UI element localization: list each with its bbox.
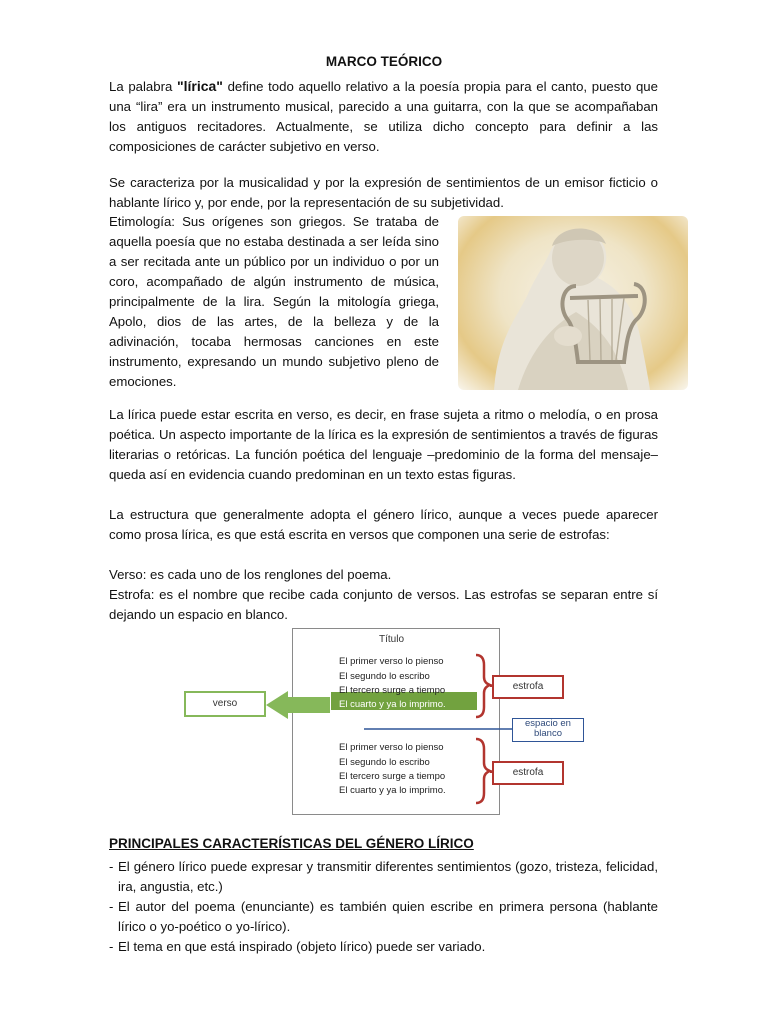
bullet-marker: - [109,899,114,914]
stanza1-line-2: El segundo lo escribo [339,671,430,682]
stanza2-line-2: El segundo lo escribo [339,757,430,768]
lyre-statue-icon [458,216,688,390]
stanza1-line-4: El cuarto y ya lo imprimo. [339,699,446,710]
espacio-label-box [512,718,584,742]
estrofa-label-box-2: estrofa [492,761,564,785]
page-title: MARCO TEÓRICO [325,54,443,69]
paragraph-caracteristicas: Se caracteriza por la musicalidad y por la expresión de sentimientos de un emisor ficticio o hablante lírico y, por ende, por la representación de su subjetividad. [109,175,658,210]
paragraph-verso-prosa: La lírica puede estar escrita en verso, es decir, en frase sujeta a ritmo o melodía, o en prosa poética. Un aspecto importante de la lírica es la expresión de sentimientos a través de figuras literarias o retóricas. La función poética del lenguaje –predominio de la forma del mensaje– queda así en evidencia cuando predominan en un texto estas figuras. [109,407,658,482]
list-item [109,937,658,957]
p1-body: define todo aquello relativo a la poesía propia para el canto, puesto que una “lira” era un instrumento musical, parecido a una guitarra, con la que se acompañaban los antiguos recitadores. Actualmente, se utiliza dicho concepto para definir a las composiciones de carácter subjetivo en verso. [109,79,658,154]
poem-box [292,628,500,815]
list-item-text: El tema en que está inspirado (objeto lírico) puede ser variado. [118,939,486,954]
p1-keyword: "lírica" [176,78,223,94]
estrofa-label-box-1: estrofa [492,675,564,699]
paragraph-lirica-definition [109,76,658,157]
bullet-marker: - [109,859,114,874]
stanza2-line-3: El tercero surge a tiempo [339,771,446,782]
list-item-text: El género lírico puede expresar y transmitir diferentes sentimientos (gozo, tristeza, felicidad, ira, angustia, etc.) [118,859,658,894]
paragraph-etimologia: Etimología: Sus orígenes son griegos. Se trataba de aquella poesía que no estaba destinada a ser leída sino a ser recitada ante un público por un individuo o por un coro, acompañado de algún instrumento de música, principalmente de la lira. Según la mitología griega, Apolo, dios de las artes, de la belleza y de la adivinación, tocaba hermosas canciones en este instrumento, expresando un mundo subjetivo pleno de emociones. [109,214,439,389]
lyre-statue-image [458,216,688,390]
poem-structure-diagram [184,627,594,817]
paragraph-estrofa-def: Estrofa: es el nombre que recibe cada conjunto de versos. Las estrofas se separan entre sí dejando un espacio en blanco. [109,587,658,622]
paragraph-verso-def: Verso: es cada uno de los renglones del poema. [109,567,392,582]
poem-title: Título [379,634,405,645]
stanza1-line-1: El primer verso lo pienso [339,656,444,667]
characteristics-list [109,857,658,957]
list-item [109,897,658,937]
stanza2-line-1: El primer verso lo pienso [339,742,444,753]
stanza1-line-3: El tercero surge a tiempo [339,685,446,696]
p1-lead: La palabra [109,79,177,94]
espacio-label-text: espacio en blanco [525,718,571,739]
list-item-text: El autor del poema (enunciante) es también quien escribe en primera persona (hablante lírico o yo-poético o yo-lírico). [118,899,658,934]
section-heading-caracteristicas: PRINCIPALES CARACTERÍSTICAS DEL GÉNERO LÍRICO [109,836,474,851]
stanza2-line-4: El cuarto y ya lo imprimo. [339,785,446,796]
paragraph-estructura: La estructura que generalmente adopta el género lírico, aunque a veces puede aparecer como prosa lírica, es que está escrita en versos que componen una serie de estrofas: [109,507,658,542]
verso-label-box: verso [184,691,266,717]
bullet-marker: - [109,939,114,954]
list-item [109,857,658,897]
